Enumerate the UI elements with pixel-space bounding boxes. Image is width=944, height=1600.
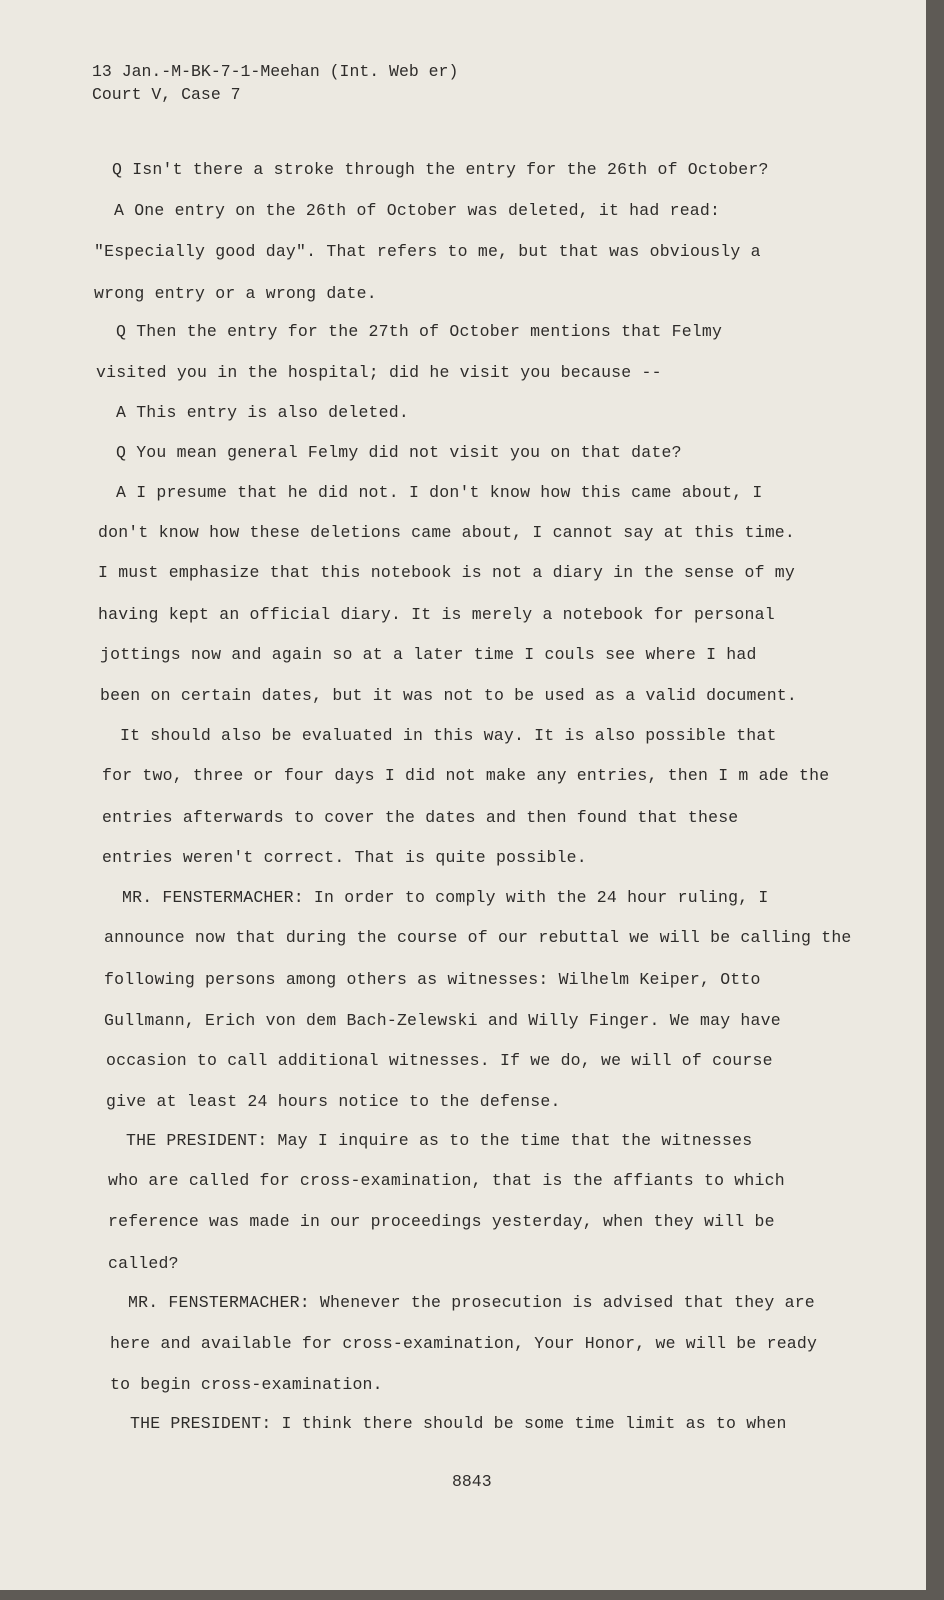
transcript-line: entries afterwards to cover the dates and then found that these (102, 808, 739, 827)
transcript-line: MR. FENSTERMACHER: Whenever the prosecution is advised that they are (128, 1293, 815, 1312)
transcript-line: Q Then the entry for the 27th of October mentions that Felmy (116, 322, 723, 341)
transcript-line: THE PRESIDENT: I think there should be some time limit as to when (130, 1414, 787, 1433)
transcript-line: give at least 24 hours notice to the defense. (106, 1092, 561, 1111)
transcript-line: jottings now and again so at a later time I couls see where I had (100, 645, 757, 664)
header-court-line: Court V, Case 7 (92, 85, 241, 104)
page-number: 8843 (452, 1472, 492, 1491)
transcript-line: Q You mean general Felmy did not visit you on that date? (116, 443, 682, 462)
transcript-line: who are called for cross-examination, that is the affiants to which (108, 1171, 785, 1190)
transcript-line: A One entry on the 26th of October was deleted, it had read: (114, 201, 721, 220)
transcript-line: for two, three or four days I did not make any entries, then I m ade the (102, 766, 830, 785)
transcript-line: I must emphasize that this notebook is not a diary in the sense of my (98, 563, 796, 582)
transcript-line: THE PRESIDENT: May I inquire as to the time that the witnesses (126, 1131, 753, 1150)
transcript-line: don't know how these deletions came about, I cannot say at this time. (98, 523, 796, 542)
transcript-line: here and available for cross-examination, Your Honor, we will be ready (110, 1334, 818, 1353)
transcript-line: reference was made in our proceedings yesterday, when they will be (108, 1212, 775, 1231)
transcript-line: visited you in the hospital; did he visit you because -- (96, 363, 662, 382)
transcript-line: Gullmann, Erich von dem Bach-Zelewski and Willy Finger. We may have (104, 1011, 781, 1030)
transcript-line: following persons among others as witnesses: Wilhelm Keiper, Otto (104, 970, 761, 989)
transcript-line: A I presume that he did not. I don't know how this came about, I (116, 483, 763, 502)
transcript-line: entries weren't correct. That is quite possible. (102, 848, 587, 867)
header-session-line: 13 Jan.-M-BK-7-1-Meehan (Int. Web er) (92, 62, 459, 81)
transcript-line: occasion to call additional witnesses. If we do, we will of course (106, 1051, 773, 1070)
transcript-line: Q Isn't there a stroke through the entry for the 26th of October? (112, 160, 769, 179)
transcript-line: having kept an official diary. It is merely a notebook for personal (98, 605, 775, 624)
transcript-line: to begin cross-examination. (110, 1375, 383, 1394)
transcript-line: "Especially good day". That refers to me, but that was obviously a (94, 242, 761, 261)
document-header (92, 60, 458, 106)
transcript-line: been on certain dates, but it was not to be used as a valid document. (100, 686, 798, 705)
transcript-line: announce now that during the course of our rebuttal we will be calling the (104, 928, 852, 947)
transcript-line: called? (108, 1254, 179, 1273)
transcript-line: A This entry is also deleted. (116, 403, 409, 422)
transcript-line: MR. FENSTERMACHER: In order to comply with the 24 hour ruling, I (122, 888, 769, 907)
transcript-line: wrong entry or a wrong date. (94, 284, 377, 303)
transcript-line: It should also be evaluated in this way. It is also possible that (120, 726, 777, 745)
